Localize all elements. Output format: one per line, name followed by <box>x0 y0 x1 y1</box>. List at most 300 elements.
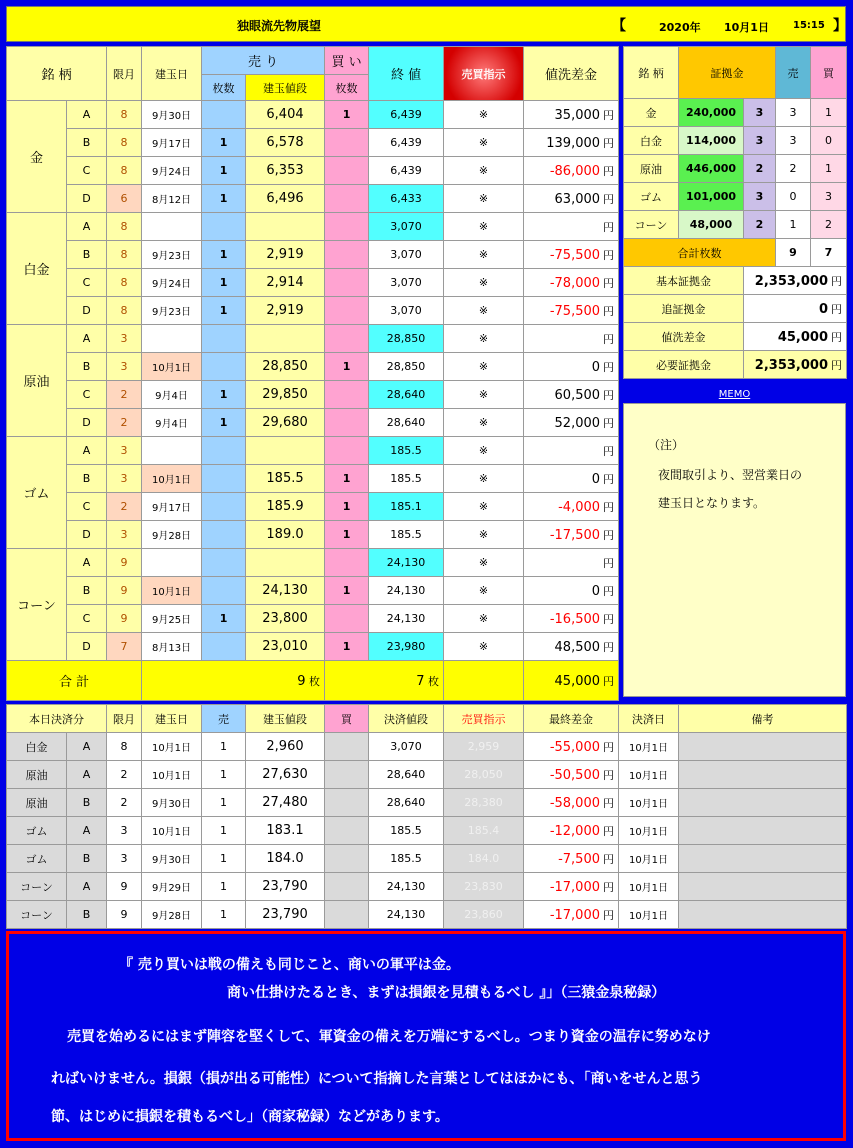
contract-month: 8 <box>107 129 142 157</box>
sell-qty: 1 <box>202 185 246 213</box>
contract-month: 2 <box>107 493 142 521</box>
neara-diff-yen: 円 <box>603 164 615 178</box>
settle-final-diff <box>524 873 619 901</box>
neara-diff-value: -4,000 <box>558 499 601 515</box>
settle-date: 10月1日 <box>142 733 202 761</box>
settle-month: 8 <box>107 733 142 761</box>
sell-qty <box>202 493 246 521</box>
contract-label: C <box>67 381 107 409</box>
buy-qty <box>325 605 369 633</box>
commodity-name: 金 <box>7 101 67 213</box>
close-price: 3,070 <box>369 297 444 325</box>
position-date: 10月1日 <box>142 353 202 381</box>
contract-label: A <box>67 437 107 465</box>
contract-label: C <box>67 493 107 521</box>
settle-settle-date: 10月1日 <box>619 845 679 873</box>
neara-diff-yen: 円 <box>603 472 615 486</box>
settle-instruction: 184.0 <box>444 845 524 873</box>
position-date: 9月4日 <box>142 381 202 409</box>
settle-commodity: コーン <box>7 901 67 929</box>
position-price: 29,850 <box>246 381 325 409</box>
margin-row <box>624 127 847 155</box>
position-row <box>7 409 619 437</box>
contract-month: 3 <box>107 465 142 493</box>
margin-units: 3 <box>744 99 776 127</box>
settle-price: 23,790 <box>246 901 325 929</box>
contract-month: 9 <box>107 605 142 633</box>
buy-qty <box>325 129 369 157</box>
buy-qty <box>325 409 369 437</box>
summary-row <box>624 295 847 323</box>
margin-total-label: 合計枚数 <box>624 239 776 267</box>
buy-qty: 1 <box>325 353 369 381</box>
position-row <box>7 101 619 129</box>
trade-instruction: ※ <box>444 101 524 129</box>
neara-diff-yen: 円 <box>603 416 615 430</box>
neara-diff <box>524 577 619 605</box>
contract-month: 3 <box>107 325 142 353</box>
contract-label: A <box>67 101 107 129</box>
neara-diff <box>524 353 619 381</box>
summary-value-text: 45,000 <box>777 329 828 345</box>
close-price: 3,070 <box>369 241 444 269</box>
settle-label: A <box>67 817 107 845</box>
settle-header-tategyokubi: 建玉日 <box>142 705 202 733</box>
settle-remarks <box>679 817 847 845</box>
position-price: 6,404 <box>246 101 325 129</box>
settle-header-gengetsu: 限月 <box>107 705 142 733</box>
settle-commodity: 白金 <box>7 733 67 761</box>
neara-diff <box>524 185 619 213</box>
margin-header-uri: 売 <box>776 47 811 99</box>
neara-diff-yen: 円 <box>603 276 615 290</box>
settle-row <box>7 761 847 789</box>
contract-label: B <box>67 129 107 157</box>
neara-diff-yen: 円 <box>603 304 615 318</box>
position-date: 9月28日 <box>142 521 202 549</box>
settle-header-kessai-nedan: 決済値段 <box>369 705 444 733</box>
margin-header-shokokin: 証拠金 <box>679 47 776 99</box>
settle-price: 27,630 <box>246 761 325 789</box>
sell-qty <box>202 325 246 353</box>
settle-instruction: 23,830 <box>444 873 524 901</box>
settle-label: A <box>67 761 107 789</box>
sell-qty <box>202 633 246 661</box>
buy-qty <box>325 185 369 213</box>
settle-commodity: 原油 <box>7 761 67 789</box>
close-price: 24,130 <box>369 577 444 605</box>
contract-label: B <box>67 241 107 269</box>
position-row <box>7 493 619 521</box>
summary-yen: 円 <box>831 302 842 316</box>
sell-qty: 1 <box>202 409 246 437</box>
settle-label: B <box>67 901 107 929</box>
summary-value-text: 2,353,000 <box>754 273 828 289</box>
position-date <box>142 325 202 353</box>
quote-line1: 『 売り買いは戦の備えも同じこと、商いの軍平は金。 <box>119 957 460 973</box>
header-kai: 買 い <box>325 47 369 75</box>
close-price: 23,980 <box>369 633 444 661</box>
position-row <box>7 129 619 157</box>
summary-yen: 円 <box>831 274 842 288</box>
header-maisu-sell: 枚数 <box>202 75 246 101</box>
settle-price: 2,960 <box>246 733 325 761</box>
sell-qty <box>202 213 246 241</box>
buy-qty <box>325 297 369 325</box>
sell-qty: 1 <box>202 605 246 633</box>
neara-diff-value: 0 <box>591 583 601 599</box>
margin-commodity: ゴム <box>624 183 679 211</box>
settle-buy <box>325 845 369 873</box>
quote-box <box>6 931 846 1141</box>
close-price: 6,439 <box>369 157 444 185</box>
close-price: 185.5 <box>369 465 444 493</box>
position-price: 2,914 <box>246 269 325 297</box>
neara-diff <box>524 241 619 269</box>
neara-diff-value: 0 <box>591 471 601 487</box>
position-price: 185.5 <box>246 465 325 493</box>
sell-qty: 1 <box>202 129 246 157</box>
trade-instruction: ※ <box>444 577 524 605</box>
settle-row <box>7 901 847 929</box>
sell-qty <box>202 577 246 605</box>
contract-label: D <box>67 409 107 437</box>
settle-final-diff <box>524 817 619 845</box>
contract-label: B <box>67 465 107 493</box>
settle-header-shiji: 売買指示 <box>444 705 524 733</box>
neara-diff-yen: 円 <box>603 332 615 346</box>
trade-instruction: ※ <box>444 605 524 633</box>
trade-instruction: ※ <box>444 213 524 241</box>
summary-value-text: 2,353,000 <box>754 357 828 373</box>
positions-table <box>6 46 619 701</box>
margin-units: 2 <box>744 155 776 183</box>
trade-instruction: ※ <box>444 157 524 185</box>
header-meigara: 銘 柄 <box>7 47 107 101</box>
position-row <box>7 465 619 493</box>
settle-instruction: 23,860 <box>444 901 524 929</box>
margin-amount: 48,000 <box>679 211 744 239</box>
summary-value <box>744 267 847 295</box>
buy-qty: 1 <box>325 465 369 493</box>
trade-instruction: ※ <box>444 297 524 325</box>
contract-month: 3 <box>107 521 142 549</box>
position-price: 2,919 <box>246 241 325 269</box>
settle-row <box>7 873 847 901</box>
margin-buy: 1 <box>811 155 847 183</box>
buy-qty <box>325 381 369 409</box>
margin-header-meigara: 銘 柄 <box>624 47 679 99</box>
position-row <box>7 605 619 633</box>
settle-header-uri: 売 <box>202 705 246 733</box>
sell-qty: 1 <box>202 157 246 185</box>
settle-settle-date: 10月1日 <box>619 761 679 789</box>
settle-settle-date: 10月1日 <box>619 901 679 929</box>
neara-diff-yen: 円 <box>603 528 615 542</box>
settle-settle-date: 10月1日 <box>619 873 679 901</box>
margin-amount: 240,000 <box>679 99 744 127</box>
buy-qty <box>325 549 369 577</box>
buy-qty: 1 <box>325 633 369 661</box>
header-time: 15:15 <box>793 20 825 31</box>
header-owarine: 終 値 <box>369 47 444 101</box>
position-price: 6,578 <box>246 129 325 157</box>
trade-instruction: ※ <box>444 409 524 437</box>
settle-commodity: コーン <box>7 873 67 901</box>
buy-qty <box>325 157 369 185</box>
close-price: 28,640 <box>369 409 444 437</box>
memo-note-title: （注） <box>648 438 685 452</box>
neara-diff-yen: 円 <box>603 248 615 262</box>
summary-label: 必要証拠金 <box>624 351 744 379</box>
neara-diff-value: -16,500 <box>549 611 601 627</box>
settle-value: 24,130 <box>369 901 444 929</box>
settle-row <box>7 789 847 817</box>
summary-yen: 円 <box>831 358 842 372</box>
margin-commodity: コーン <box>624 211 679 239</box>
settle-label: A <box>67 733 107 761</box>
neara-diff-yen: 円 <box>603 360 615 374</box>
settle-buy <box>325 817 369 845</box>
settle-final-diff-value: -55,000 <box>549 739 600 755</box>
trade-instruction: ※ <box>444 269 524 297</box>
settle-instruction: 28,050 <box>444 761 524 789</box>
summary-label: 基本証拠金 <box>624 267 744 295</box>
margin-units: 3 <box>744 127 776 155</box>
neara-diff <box>524 129 619 157</box>
settle-remarks <box>679 761 847 789</box>
position-price: 28,850 <box>246 353 325 381</box>
sell-qty <box>202 465 246 493</box>
position-date <box>142 213 202 241</box>
header-gengetsu: 限月 <box>107 47 142 101</box>
close-price: 3,070 <box>369 213 444 241</box>
margin-sell: 1 <box>776 211 811 239</box>
neara-diff <box>524 633 619 661</box>
settle-label: B <box>67 789 107 817</box>
settle-final-diff-yen: 円 <box>603 880 614 894</box>
close-price: 185.5 <box>369 437 444 465</box>
summary-row <box>624 267 847 295</box>
close-price: 185.5 <box>369 521 444 549</box>
margin-sell: 0 <box>776 183 811 211</box>
settle-remarks <box>679 733 847 761</box>
memo-line2: 建玉日となります。 <box>658 496 766 510</box>
settle-final-diff-yen: 円 <box>603 768 614 782</box>
sell-qty: 1 <box>202 297 246 325</box>
contract-month: 8 <box>107 157 142 185</box>
contract-month: 2 <box>107 409 142 437</box>
neara-diff-value: 63,000 <box>554 191 601 207</box>
position-date: 9月4日 <box>142 409 202 437</box>
position-price <box>246 325 325 353</box>
margin-buy: 1 <box>811 99 847 127</box>
close-price: 185.1 <box>369 493 444 521</box>
contract-month: 9 <box>107 549 142 577</box>
settle-row <box>7 817 847 845</box>
position-date: 9月24日 <box>142 269 202 297</box>
position-row <box>7 381 619 409</box>
close-price: 6,439 <box>369 129 444 157</box>
position-row <box>7 297 619 325</box>
position-row <box>7 633 619 661</box>
settle-header-kai: 買 <box>325 705 369 733</box>
date-bracket-close: 】 <box>833 18 847 34</box>
contract-label: D <box>67 521 107 549</box>
position-date: 9月25日 <box>142 605 202 633</box>
position-date: 9月17日 <box>142 129 202 157</box>
position-row <box>7 577 619 605</box>
position-row <box>7 185 619 213</box>
sell-qty <box>202 437 246 465</box>
neara-diff-yen: 円 <box>603 192 615 206</box>
contract-label: B <box>67 353 107 381</box>
contract-month: 8 <box>107 241 142 269</box>
neara-diff-value: 0 <box>591 359 601 375</box>
settle-date: 9月30日 <box>142 789 202 817</box>
trade-instruction: ※ <box>444 549 524 577</box>
settle-month: 9 <box>107 901 142 929</box>
margin-total-sell: 9 <box>776 239 811 267</box>
trade-instruction: ※ <box>444 129 524 157</box>
position-price: 23,010 <box>246 633 325 661</box>
settle-month: 3 <box>107 845 142 873</box>
header-maisu-buy: 枚数 <box>325 75 369 101</box>
trade-instruction: ※ <box>444 325 524 353</box>
position-price: 24,130 <box>246 577 325 605</box>
position-date: 9月23日 <box>142 297 202 325</box>
settle-final-diff-value: -7,500 <box>558 851 600 867</box>
contract-label: D <box>67 633 107 661</box>
header-uri: 売 り <box>202 47 325 75</box>
settle-sell: 1 <box>202 733 246 761</box>
quote-line2: 商い仕掛けたるとき、まずは損銀を見積もるべし 』」（三猿金泉秘録） <box>227 985 666 1001</box>
neara-diff <box>524 493 619 521</box>
memo-link-text[interactable]: MEMO <box>718 389 751 400</box>
settle-date: 10月1日 <box>142 761 202 789</box>
settle-final-diff-value: -12,000 <box>549 823 600 839</box>
summary-value <box>744 323 847 351</box>
settle-remarks <box>679 845 847 873</box>
position-price: 29,680 <box>246 409 325 437</box>
settle-row <box>7 733 847 761</box>
contract-month: 3 <box>107 437 142 465</box>
page-title: 独眼流先物展望 <box>237 19 322 33</box>
neara-diff-yen: 円 <box>603 444 615 458</box>
position-price <box>246 213 325 241</box>
contract-label: C <box>67 605 107 633</box>
header-date: 10月1日 <box>724 21 769 34</box>
commodity-name: 原油 <box>7 325 67 437</box>
settle-commodity: ゴム <box>7 817 67 845</box>
margin-table-wrap <box>623 46 846 379</box>
settle-sell: 1 <box>202 817 246 845</box>
contract-label: C <box>67 157 107 185</box>
settle-commodity: ゴム <box>7 845 67 873</box>
neara-diff <box>524 549 619 577</box>
settle-date: 10月1日 <box>142 817 202 845</box>
settle-buy <box>325 873 369 901</box>
settle-date: 9月28日 <box>142 901 202 929</box>
neara-diff-value: -17,500 <box>549 527 601 543</box>
settle-value: 28,640 <box>369 789 444 817</box>
settle-final-diff <box>524 901 619 929</box>
close-price: 28,850 <box>369 353 444 381</box>
margin-commodity: 白金 <box>624 127 679 155</box>
settle-final-diff-value: -50,500 <box>549 767 600 783</box>
position-date: 9月17日 <box>142 493 202 521</box>
settle-remarks <box>679 901 847 929</box>
close-price: 6,433 <box>369 185 444 213</box>
settle-label: A <box>67 873 107 901</box>
neara-diff-yen: 円 <box>603 220 615 234</box>
margin-units: 2 <box>744 211 776 239</box>
close-price: 28,850 <box>369 325 444 353</box>
quote-para3: 節、はじめに損銀を積もるべし」（商家秘録）などがあります。 <box>51 1109 449 1125</box>
summary-label: 値洗差金 <box>624 323 744 351</box>
margin-buy: 3 <box>811 183 847 211</box>
settle-price: 27,480 <box>246 789 325 817</box>
summary-row <box>624 351 847 379</box>
contract-label: D <box>67 297 107 325</box>
baibai-shiji-button[interactable]: 売買指示 <box>444 47 524 101</box>
settle-month: 3 <box>107 817 142 845</box>
margin-units: 3 <box>744 183 776 211</box>
trade-instruction: ※ <box>444 465 524 493</box>
position-date: 9月30日 <box>142 101 202 129</box>
neara-diff-value: -75,500 <box>549 247 601 263</box>
neara-diff-yen: 円 <box>603 556 615 570</box>
memo-box <box>623 403 846 697</box>
margin-amount: 114,000 <box>679 127 744 155</box>
summary-value-text: 0 <box>818 301 828 317</box>
margin-row <box>624 211 847 239</box>
sell-qty <box>202 521 246 549</box>
settle-buy <box>325 761 369 789</box>
header-tategyoku-nedan: 建玉値段 <box>246 75 325 101</box>
settle-final-diff-value: -17,000 <box>549 907 600 923</box>
margin-header-kai: 買 <box>811 47 847 99</box>
contract-label: A <box>67 213 107 241</box>
neara-diff-yen: 円 <box>603 640 615 654</box>
settle-final-diff <box>524 761 619 789</box>
contract-label: A <box>67 325 107 353</box>
neara-diff-value: -75,500 <box>549 303 601 319</box>
summary-value <box>744 295 847 323</box>
settle-month: 9 <box>107 873 142 901</box>
settle-sell: 1 <box>202 901 246 929</box>
position-row <box>7 325 619 353</box>
sell-qty: 1 <box>202 381 246 409</box>
settle-final-diff-value: -17,000 <box>549 879 600 895</box>
settle-final-diff <box>524 733 619 761</box>
position-price <box>246 549 325 577</box>
sell-qty <box>202 353 246 381</box>
settle-value: 185.5 <box>369 817 444 845</box>
position-price: 185.9 <box>246 493 325 521</box>
margin-sell: 2 <box>776 155 811 183</box>
contract-month: 3 <box>107 353 142 381</box>
contract-month: 7 <box>107 633 142 661</box>
header-neara-sagaku: 値洗差金 <box>524 47 619 101</box>
settle-final-diff <box>524 845 619 873</box>
settle-header-biko: 備考 <box>679 705 847 733</box>
settle-final-diff-yen: 円 <box>603 852 614 866</box>
memo-link[interactable] <box>623 382 846 400</box>
settle-settle-date: 10月1日 <box>619 817 679 845</box>
settle-row <box>7 845 847 873</box>
margin-buy: 2 <box>811 211 847 239</box>
